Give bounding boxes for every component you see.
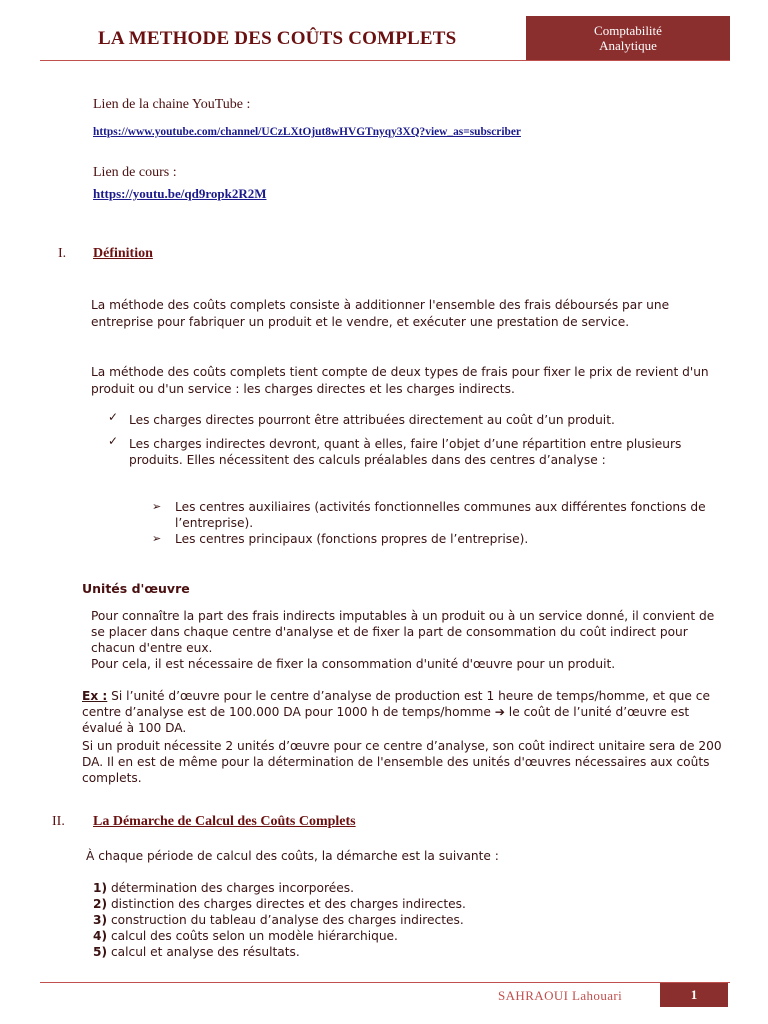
step-text: distinction des charges directes et des charges indirectes. — [110, 897, 466, 911]
course-link-label: Lien de cours : — [93, 165, 177, 180]
example-label: Ex : — [82, 689, 108, 703]
footer-divider — [40, 982, 730, 983]
channel-link-label: Lien de la chaine YouTube : — [93, 97, 251, 112]
step-number: 5) — [93, 945, 108, 959]
definition-paragraph-2: La méthode des coûts complets tient compte de deux types de frais pour fixer le prix de revient d'un produit ou d'un service : les charges directes et les charges indirects. — [91, 365, 709, 396]
bullet-indirect-charges: Les charges indirectes devront, quant à elles, faire l’objet d’une répartition entre plusieurs produits. Elles nécessitent des calculs préalables dans des centres d’analyse : — [129, 437, 682, 467]
list-item — [93, 912, 693, 928]
steps-list — [93, 880, 693, 960]
arrow-bullet-icon: ➢ — [152, 501, 162, 513]
section-2-intro: À chaque période de calcul des coûts, la démarche est la suivante : — [86, 849, 499, 863]
step-text: calcul des coûts selon un modèle hiérarchique. — [110, 929, 398, 943]
units-paragraph-1: Pour connaître la part des frais indirects imputables à un produit ou à un service donné, il convient de se placer dans chaque centre d'analyse et de fixer la part de consommation du coût indirect pour chacun d'entre eux. — [91, 609, 715, 655]
subject-badge — [526, 16, 730, 60]
check-icon: ✓ — [108, 410, 119, 424]
example-text-a: Si l’unité d’œuvre pour le centre d’analyse de production est 1 heure de temps/homme, et que ce centre d’analyse est de 100.000 DA pour 1000 h de temps/homme — [82, 689, 710, 719]
step-number: 1) — [93, 881, 108, 895]
course-link[interactable]: https://youtu.be/qd9ropk2R2M — [93, 186, 267, 201]
arrow-bullet-icon: ➢ — [152, 533, 162, 545]
units-paragraph-2: Pour cela, il est nécessaire de fixer la consommation d'unité d'œuvre pour un produit. — [91, 657, 616, 671]
example-paragraph-2: Si un produit nécessite 2 unités d’œuvre pour ce centre d’analyse, son coût indirect unitaire sera de 200 DA. Il en est de même pour la détermination de l'ensemble des unités d'œuvres nécessaires aux coûts complets. — [82, 739, 722, 785]
channel-link[interactable]: https://www.youtube.com/channel/UCzLXtOjut8wHVGTnyqy3XQ?view_as=subscriber — [93, 126, 521, 138]
step-text: calcul et analyse des résultats. — [110, 945, 300, 959]
sub-bullet-auxiliary-centers: Les centres auxiliaires (activités fonctionnelles communes aux différentes fonctions de l’entreprise). — [175, 500, 706, 530]
section-1-number: I. — [58, 246, 67, 261]
sub-bullet-main-centers: Les centres principaux (fonctions propres de l’entreprise). — [175, 532, 529, 546]
list-item — [93, 896, 693, 912]
page-number: 1 — [660, 983, 728, 1007]
units-of-work-heading: Unités d'œuvre — [82, 581, 190, 596]
document-title: LA METHODE DES COÛTS COMPLETS — [98, 28, 457, 49]
badge-line-1: Comptabilité — [594, 23, 662, 38]
badge-line-2: Analytique — [599, 38, 657, 53]
section-1-title: Définition — [93, 246, 153, 261]
example-text-b: le coût de l’unité d’œuvre est évalué à 100 DA. — [82, 705, 690, 735]
step-text: détermination des charges incorporées. — [110, 881, 354, 895]
list-item — [93, 944, 693, 960]
list-item — [93, 928, 693, 944]
section-2-title: La Démarche de Calcul des Coûts Complets — [93, 814, 356, 829]
check-icon: ✓ — [108, 434, 119, 448]
step-number: 4) — [93, 929, 108, 943]
header-divider — [40, 60, 730, 61]
step-text: construction du tableau d’analyse des charges indirectes. — [110, 913, 464, 927]
step-number: 2) — [93, 897, 108, 911]
section-2-number: II. — [52, 814, 65, 829]
step-number: 3) — [93, 913, 108, 927]
example-paragraph — [82, 688, 722, 736]
bullet-direct-charges: Les charges directes pourront être attribuées directement au coût d’un produit. — [129, 413, 615, 427]
list-item — [93, 880, 693, 896]
right-arrow-icon: ➔ — [494, 705, 505, 719]
definition-paragraph-1: La méthode des coûts complets consiste à additionner l'ensemble des frais déboursés par une entreprise pour fabriquer un produit et le vendre, et exécuter une prestation de service. — [91, 298, 670, 329]
footer-author: SAHRAOUI Lahouari — [498, 988, 623, 1003]
